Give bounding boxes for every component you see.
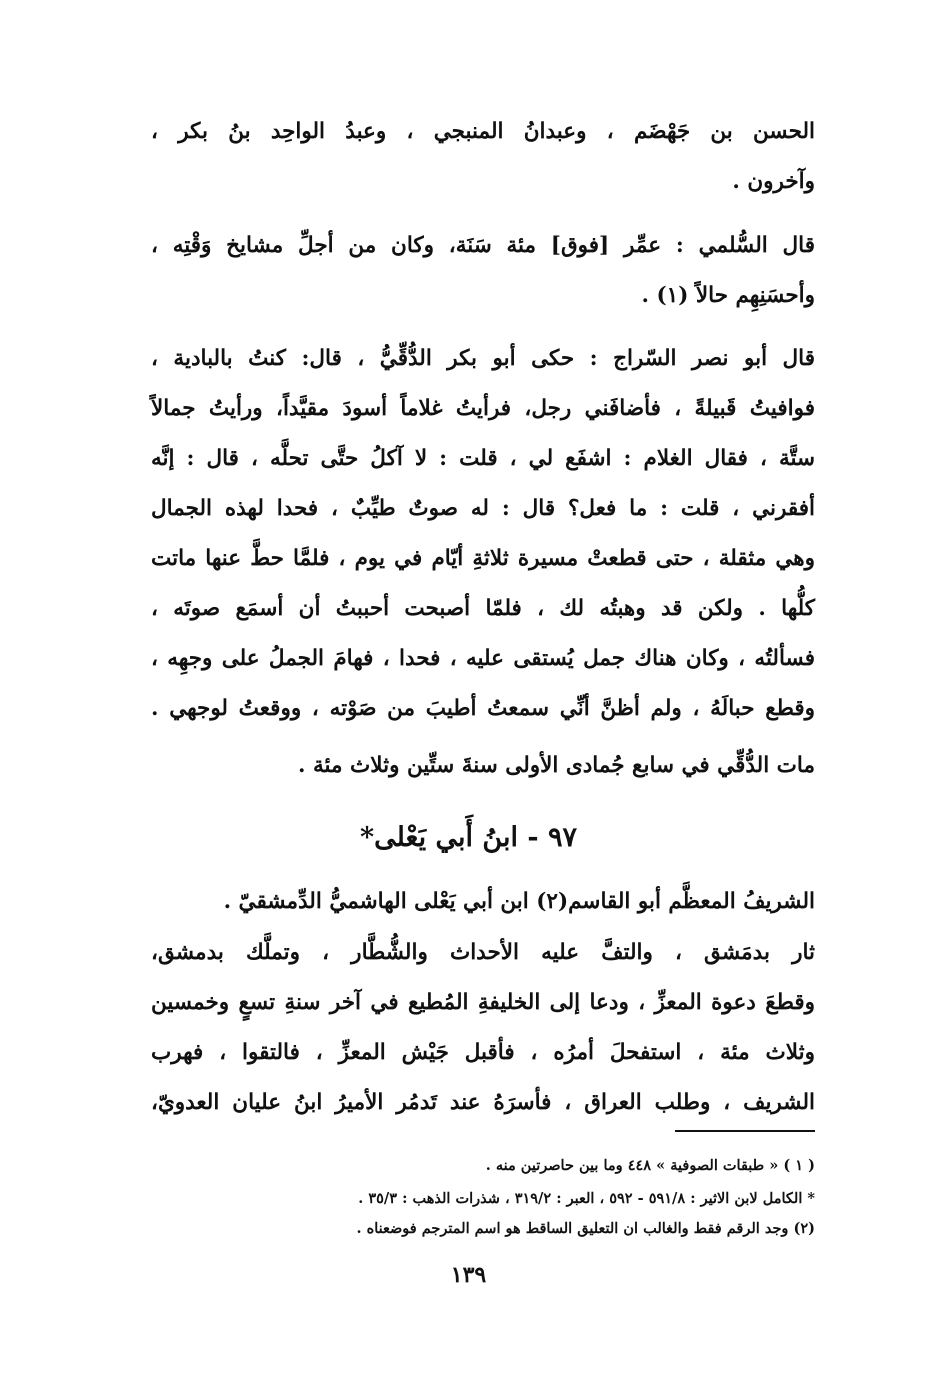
text-line: قال السُّلمي : عمِّر [فوق] مئة سَنَة، وكان من أجلِّ مشايخ وَقْتِه ، <box>151 233 815 258</box>
text-line: كلُّها . ولكن قد وهبتُه لك ، فلمّا أصبحت أحببتُ أن أسمَع صوتَه ، <box>151 596 815 621</box>
text-line: وقطعَ دعوة المعزِّ ، ودعا إلى الخليفةِ المُطيع في آخر سنةِ تسعٍ وخمسين <box>151 990 815 1015</box>
text-line: وقطع حبالَهُ ، ولم أظنَّ أنِّي سمعتُ أطيبَ من صَوْته ، ووقعتُ لوجهي . <box>151 696 815 721</box>
text-line: مات الدُّقِّي في سابع جُمادى الأولى سنةَ ستِّين وثلاث مئة . <box>298 753 815 778</box>
text-line: الشريف ، وطلب العراق ، فأسرَهُ عند تَدمُر الأميرُ ابنُ عليان العدويّ، <box>151 1090 815 1115</box>
text-line: فسألتُه ، وكان هناك جمل يُستقى عليه ، فحدا ، فهامَ الجملُ على وجهِه ، <box>151 646 815 671</box>
text-line: وآخرون . <box>732 169 815 194</box>
text-line: أفقرني ، قلت : ما فعل؟ قال : له صوتٌ طيِّبٌ ، فحدا لهذه الجمال <box>151 496 815 521</box>
text-line: الحسن بن جَهْضَم ، وعبدانُ المنبجي ، وعبدُ الواحِد بنُ بكر ، <box>151 119 815 144</box>
text-line: ستَّة ، فقال الغلام : اشفَع لي ، قلت : لا آكلُ حتَّى تحلَّه ، قال : إنَّه <box>151 446 815 471</box>
text-line: ثار بدمَشق ، والتفَّ عليه الأحداث والشُّطَّار ، وتملَّك بدمشق، <box>151 940 815 965</box>
text-line: قال أبو نصر السّراج : حكى أبو بكر الدُّقِّيُّ ، قال: كنتُ بالبادية ، <box>151 346 815 371</box>
text-line: وهي مثقلة ، حتى قطعتْ مسيرة ثلاثةِ أيّام في يوم ، فلمَّا حطَّ عنها ماتت <box>151 546 815 571</box>
footnote: (٢) وجد الرقم فقط والغالب ان التعليق الساقط هو اسم المترجم فوضعناه . <box>356 1220 815 1237</box>
footnote: * الكامل لابن الاثير : ٥٩١/٨ - ٥٩٢ ، العبر : ٣١٩/٢ ، شذرات الذهب : ٣٥/٣ . <box>358 1190 815 1207</box>
text-line: وثلاث مئة ، استفحلَ أمرُه ، فأقبل جَيْش المعزِّ ، فالتقوا ، فهرب <box>151 1040 815 1065</box>
text-line: فوافيتُ قَبيلةً ، فأضافَني رجل، فرأيتُ غلاماً أسودَ مقيَّداً، ورأيتُ جمالاً <box>151 396 815 421</box>
footnote: ( ١ ) « طبقات الصوفية » ٤٤٨ وما بين حاصرتين منه . <box>485 1157 815 1174</box>
footnote-separator <box>675 1130 815 1132</box>
section-heading: ٩٧ - ابنُ أَبي يَعْلى* <box>359 822 577 853</box>
page-number: ١٣٩ <box>450 1262 487 1288</box>
text-line: الشريفُ المعظَّم أبو القاسم(٢) ابن أبي يَعْلى الهاشميُّ الدِّمشقيّ . <box>223 889 815 914</box>
text-line: وأحسَنِهِم حالاً (١) . <box>641 283 815 308</box>
